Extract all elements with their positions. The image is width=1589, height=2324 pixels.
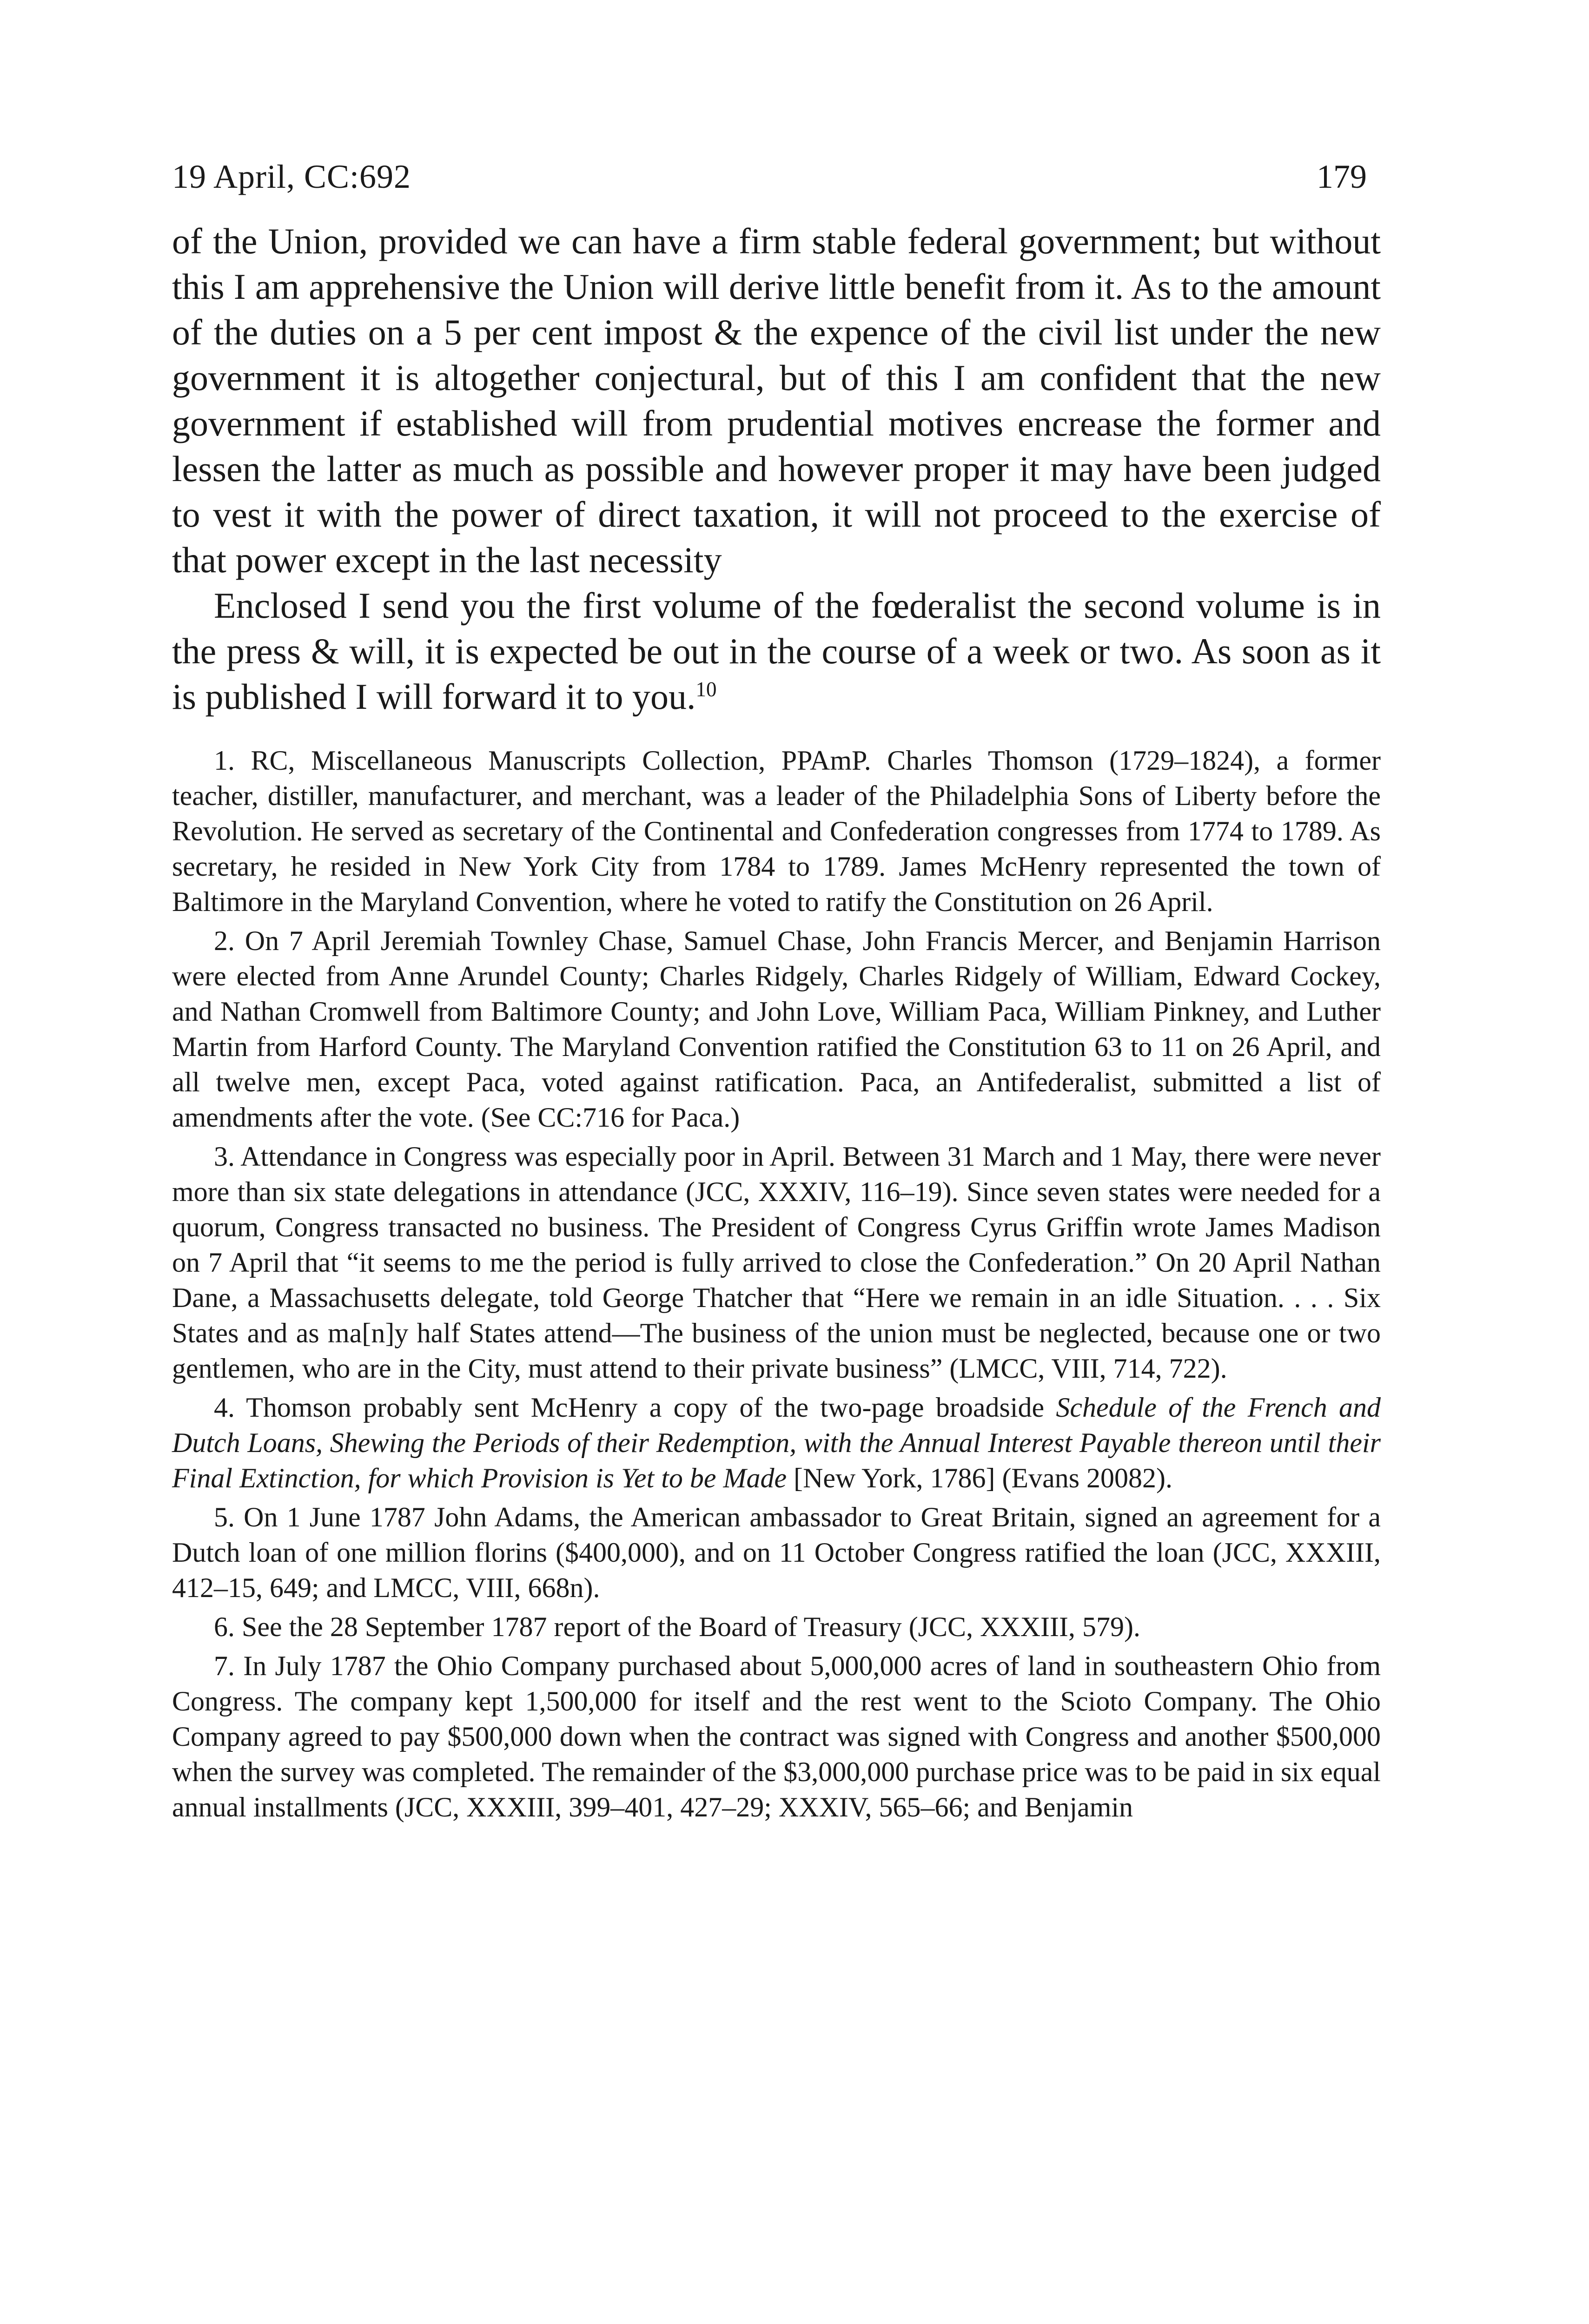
footnote-3: 3. Attendance in Congress was especially poor in April. Between 31 March and 1 May, there were never more than six state delegations in attendance (JCC, XXXIV, 116–19). Since seven states were needed for a quorum, Congress transacted no business. The President of Congress Cyrus Griffin wrote James Madison on 7 April that “it seems to me the period is fully arrived to close the Confederation.” On 20 April Nathan Dane, a Massachusetts delegate, told George Thatcher that “Here we remain in an idle Situation. . . . Six States and as ma[n]y half States attend—The business of the union must be neglected, because one or two gentlemen, who are in the City, must attend to their private business” (LMCC, VIII, 714, 722). [172,1141,1381,1384]
letter-body [172,218,1381,720]
footnote-4 [172,1390,1381,1496]
page-number: 179 [1317,158,1367,195]
footnote-4-lead: 4. Thomson probably sent McHenry a copy of the two-page broadside [214,1392,1056,1423]
footnote-4-title: Schedule of the French and Dutch Loans, Shewing the Periods of their Redemption, with the Annual Interest Payable thereon until their Final Extinction, for which Provision is Yet to be Made [172,1392,1381,1493]
footnote-7: 7. In July 1787 the Ohio Company purchased about 5,000,000 acres of land in southeastern Ohio from Congress. The company kept 1,500,000 for itself and the rest went to the Scioto Company. The Ohio Company agreed to pay $500,000 down when the contract was signed with Congress and another $500,000 when the survey was completed. The remainder of the $3,000,000 purchase price was to be paid in six equal annual installments (JCC, XXXIII, 399–401, 427–29; XXXIV, 565–66; and Benjamin [172,1651,1381,1822]
footnote-2: 2. On 7 April Jeremiah Townley Chase, Samuel Chase, John Francis Mercer, and Benjamin Harrison were elected from Anne Arundel County; Charles Ridgely, Charles Ridgely of William, Edward Cockey, and Nathan Cromwell from Baltimore County; and John Love, William Paca, William Pinkney, and Luther Martin from Harford County. The Maryland Convention ratified the Constitution 63 to 11 on 26 April, and all twelve men, except Paca, voted against ratification. Paca, an Antifederalist, submitted a list of amendments after the vote. (See CC:716 for Paca.) [172,925,1381,1133]
body-paragraph-2-text: Enclosed I send you the first volume of the fœderalist the second volume is in the press & will, it is expected be out in the course of a week or two. As soon as it is published I will forward it to you. [172,585,1381,717]
running-head-title: 19 April, CC:692 [172,158,411,195]
document-page [172,153,1381,1829]
body-paragraph-2 [172,583,1381,720]
running-head [172,153,1381,209]
footnote-4-tail: [New York, 1786] (Evans 20082). [787,1463,1173,1493]
body-paragraph-1: of the Union, provided we can have a firm stable federal government; but without this I am apprehensive the Union will derive little benefit from it. As to the amount of the duties on a 5 per cent impost & the expence of the civil list under the new government it is altogether conjectural, but of this I am confident that the new government if established will from prudential motives encrease the former and lessen the latter as much as possible and however proper it may have been judged to vest it with the power of direct taxation, it will not proceed to the exercise of that power except in the last necessity [172,221,1381,580]
footnote-1: 1. RC, Miscellaneous Manuscripts Collection, PPAmP. Charles Thomson (1729–1824), a former teacher, distiller, manufacturer, and merchant, was a leader of the Philadelphia Sons of Liberty before the Revolution. He served as secretary of the Continental and Confederation congresses from 1774 to 1789. As secretary, he resided in New York City from 1784 to 1789. James McHenry represented the town of Baltimore in the Maryland Convention, where he voted to ratify the Constitution on 26 April. [172,745,1381,917]
note-reference: 10 [695,678,717,701]
footnote-6: 6. See the 28 September 1787 report of the Board of Treasury (JCC, XXXIII, 579). [214,1611,1140,1642]
footnote-5: 5. On 1 June 1787 John Adams, the American ambassador to Great Britain, signed an agreement for a Dutch loan of one million florins ($400,000), and on 11 October Congress ratified the loan (JCC, XXXIII, 412–15, 649; and LMCC, VIII, 668n). [172,1502,1381,1603]
footnotes [172,743,1381,1825]
